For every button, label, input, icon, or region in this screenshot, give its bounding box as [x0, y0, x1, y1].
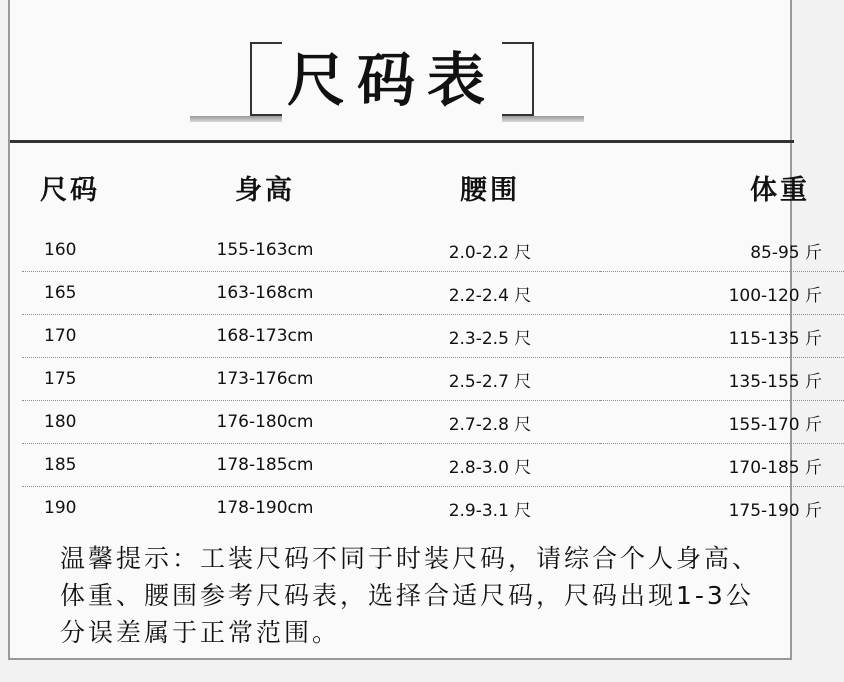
table-row	[22, 272, 844, 315]
cell-weight: 85-95 斤	[600, 229, 844, 272]
table-header-row	[22, 145, 844, 229]
table-row	[22, 358, 844, 401]
page-title: 尺码表	[286, 46, 497, 114]
cell-height: 163-168cm	[150, 272, 380, 315]
cell-weight: 135-155 斤	[600, 358, 844, 401]
cell-size: 170	[22, 315, 150, 358]
header-weight: 体重	[750, 174, 810, 206]
cell-size: 175	[22, 358, 150, 401]
header-waist: 腰围	[460, 174, 520, 206]
header-divider	[10, 140, 794, 143]
cell-waist: 2.8-3.0 尺	[380, 444, 600, 487]
cell-waist: 2.3-2.5 尺	[380, 315, 600, 358]
cell-height: 173-176cm	[150, 358, 380, 401]
cell-height: 176-180cm	[150, 401, 380, 444]
header-size: 尺码	[40, 174, 100, 206]
cell-size: 185	[22, 444, 150, 487]
cell-weight: 115-135 斤	[600, 315, 844, 358]
table-row	[22, 401, 844, 444]
cell-size: 190	[44, 498, 77, 518]
cell-weight: 100-120 斤	[600, 272, 844, 315]
cell-height: 168-173cm	[150, 315, 380, 358]
cell-weight: 155-170 斤	[600, 401, 844, 444]
cell-height: 178-185cm	[150, 444, 380, 487]
cell-waist: 2.5-2.7 尺	[380, 358, 600, 401]
table-row	[22, 487, 844, 530]
size-tip-note: 温馨提示：工装尺码不同于时装尺码，请综合个人身高、体重、腰围参考尺码表，选择合适尺码，尺码出现1-3公分误差属于正常范围。	[60, 544, 761, 647]
cell-waist: 2.7-2.8 尺	[380, 401, 600, 444]
cell-weight: 175-190 斤	[728, 500, 822, 521]
title-frame	[242, 36, 542, 128]
cell-waist: 2.2-2.4 尺	[380, 272, 600, 315]
cell-waist: 2.0-2.2 尺	[380, 229, 600, 272]
cell-weight: 170-185 斤	[600, 444, 844, 487]
cell-size: 165	[22, 272, 150, 315]
cell-height: 178-190cm	[216, 498, 314, 518]
cell-size: 180	[22, 401, 150, 444]
cell-waist: 2.9-3.1 尺	[448, 500, 532, 521]
table-row	[22, 229, 844, 272]
table-row	[22, 444, 844, 487]
size-chart-card	[8, 0, 822, 660]
header-height: 身高	[235, 174, 295, 206]
size-table	[22, 145, 844, 529]
table-row	[22, 315, 844, 358]
cell-height: 155-163cm	[150, 229, 380, 272]
cell-size: 160	[22, 229, 150, 272]
